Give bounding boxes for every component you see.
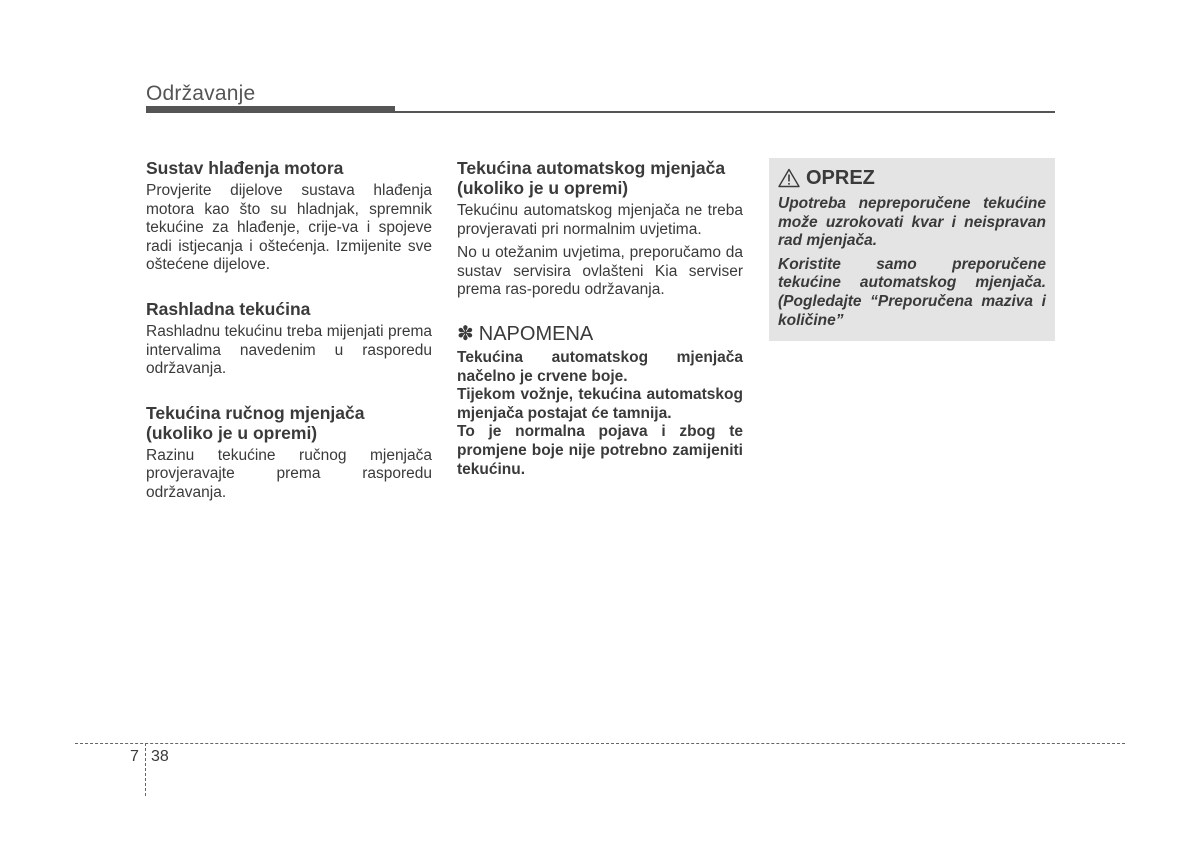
caution-heading-label: OPREZ (806, 167, 875, 189)
caution-paragraph: Upotreba nepreporučene tekućine može uzrokovati kvar i neispravan rad mjenjača. (778, 195, 1046, 250)
note-paragraph: To je normalna pojava i zbog te promjene boje nije potrebno zamijeniti tekućinu. (457, 423, 743, 478)
section-body: Provjerite dijelove sustava hlađenja motora kao što su hladnjak, spremnik tekućine za hlađenje, crije-va i spojeve radi istjecanja i oštećenja. Izmijenite sve oštećene dijelove. (146, 182, 432, 274)
note-paragraph: Tijekom vožnje, tekućina automatskog mjenjača postajat će tamnija. (457, 386, 743, 422)
section-coolant (146, 299, 432, 379)
footer-vertical-divider (145, 743, 146, 796)
column-middle (457, 158, 743, 479)
caution-paragraph: Koristite samo preporučene tekućine automatskog mjenjača. (Pogledajte “Preporučena maziva i količine” (778, 255, 1046, 329)
column-left (146, 158, 432, 527)
column-right (769, 158, 1055, 341)
section-body: Rashladnu tekućinu treba mijenjati prema intervalima navedenim u rasporedu održavanja. (146, 322, 432, 378)
section-cooling-system (146, 158, 432, 275)
caution-heading (778, 166, 1046, 190)
footer-divider (75, 743, 1125, 744)
asterisk-icon: ✽ (457, 322, 474, 345)
section-heading: Sustav hlađenja motora (146, 158, 344, 178)
chapter-number: 7 (130, 748, 139, 765)
note-block (457, 322, 743, 479)
section-body: Razinu tekućine ručnog mjenjača provjeravajte prema rasporedu održavanja. (146, 446, 432, 501)
note-heading-label: NAPOMENA (478, 322, 594, 345)
section-heading: Rashladna tekućina (146, 298, 311, 319)
header-rule-accent (146, 106, 395, 113)
header-title: Održavanje (146, 82, 256, 105)
section-paragraph: No u otežanim uvjetima, preporučamo da sustav servisira ovlašteni Kia serviser prema ras-poredu održavanja. (457, 244, 743, 299)
note-heading (457, 322, 743, 346)
section-heading: Tekućina ručnog mjenjača (ukoliko je u opremi) (146, 402, 365, 443)
warning-triangle-icon (778, 168, 800, 188)
page-number: 38 (151, 748, 169, 765)
note-paragraph: Tekućina automatskog mjenjača načelno je crvene boje. (457, 348, 743, 385)
section-heading: Tekućina automatskog mjenjača (ukoliko je u opremi) (457, 158, 726, 198)
caution-box (769, 158, 1055, 341)
section-automatic-transmission-fluid (457, 158, 743, 300)
section-manual-transmission-fluid (146, 403, 432, 503)
section-paragraph: Tekućinu automatskog mjenjača ne treba provjeravati pri normalnim uvjetima. (457, 202, 743, 238)
